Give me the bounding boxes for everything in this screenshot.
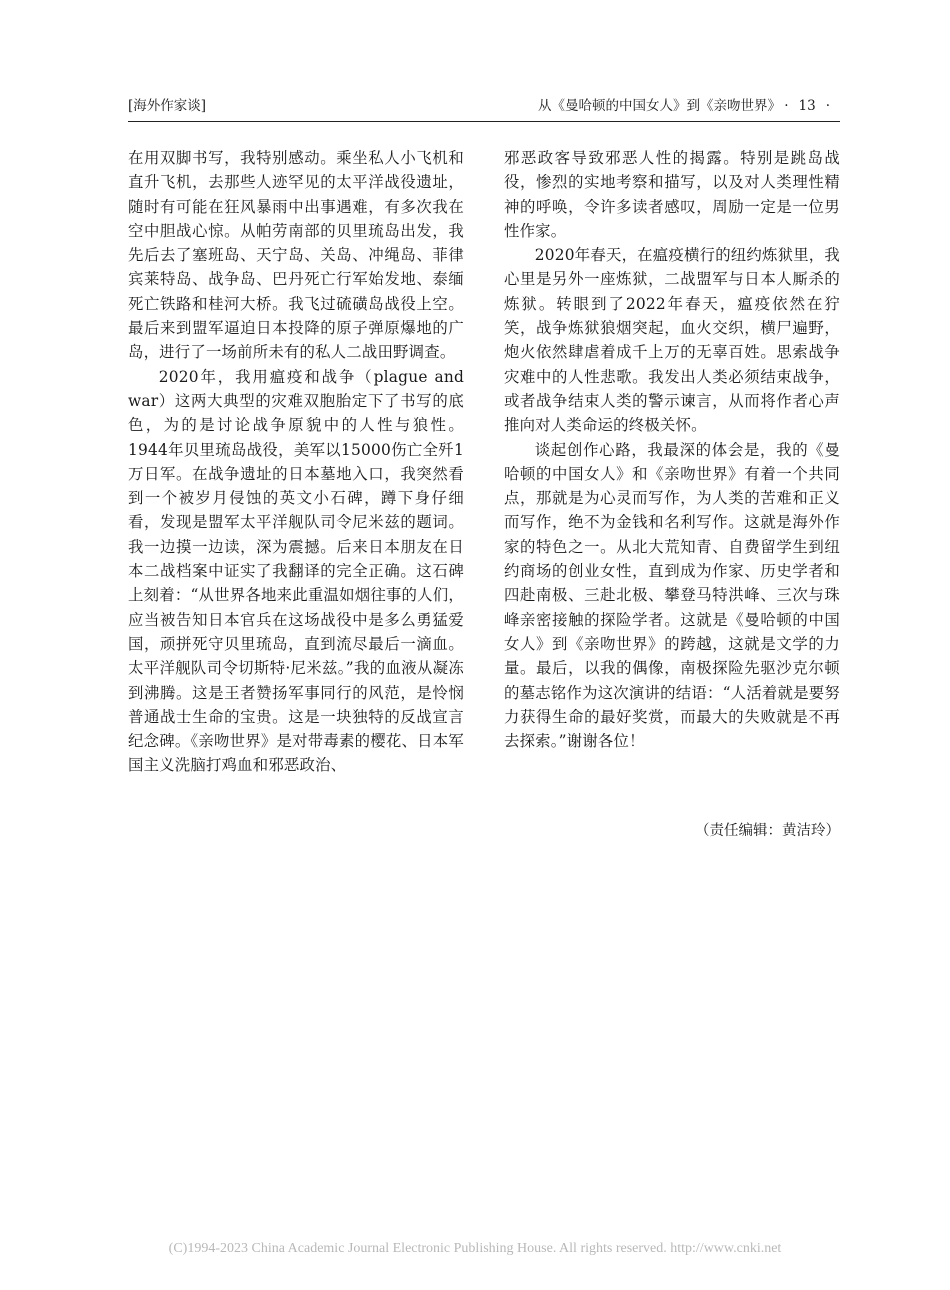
- header-separator-trailing: ·: [825, 98, 830, 114]
- left-column: [128, 146, 464, 778]
- section-label: [海外作家谈]: [128, 98, 207, 114]
- body-paragraph: 邪恶政客导致邪恶人性的揭露。特别是跳岛战役，惨烈的实地考察和描写，以及对人类理性精神的呼唤，令许多读者感叹，周励一定是一位男性作家。: [504, 149, 840, 240]
- body-paragraph: 在用双脚书写，我特别感动。乘坐私人小飞机和直升飞机，去那些人迹罕见的太平洋战役遗址，随时有可能在狂风暴雨中出事遇难，有多次我在空中胆战心惊。从帕劳南部的贝里琉岛出发，我先后去了塞班岛、天宁岛、关岛、冲绳岛、菲律宾莱特岛、战争岛、巴丹死亡行军始发地、泰缅死亡铁路和桂河大桥。我飞过硫磺岛战役上空。最后来到盟军逼迫日本投降的原子弹原爆地的广岛，进行了一场前所未有的私人二战田野调查。: [128, 149, 464, 362]
- body-paragraph: 2020年，我用瘟疫和战争（plague and war）这两大典型的灾难双胞胎定下了书写的底色，为的是讨论战争原貌中的人性与狼性。1944年贝里琉岛战役，美军以15000伤亡全歼1万日军。在战争遗址的日本墓地入口，我突然看到一个被岁月侵蚀的英文小石碑，蹲下身仔细看，发现是盟军太平洋舰队司令尼米兹的题词。我一边摸一边读，深为震撼。后来日本朋友在日本二战档案中证实了我翻译的完全正确。这石碑上刻着：“从世界各地来此重温如烟往事的人们，应当被告知日本官兵在这场战役中是多么勇猛爱国，顽拼死守贝里琉岛，直到流尽最后一滴血。太平洋舰队司令切斯特·尼米兹。”我的血液从凝冻到沸腾。这是王者赞扬军事同行的风范，是怜悯普通战士生命的宝贵。这是一块独特的反战宣言纪念碑。《亲吻世界》是对带毒素的樱花、日本军国主义洗脑打鸡血和邪恶政治、: [128, 367, 464, 775]
- body-paragraph: 谈起创作心路，我最深的体会是，我的《曼哈顿的中国女人》和《亲吻世界》有着一个共同点，那就是为心灵而写作，为人类的苦难和正义而写作，绝不为金钱和名利写作。这就是海外作家的特色之一。从北大荒知青、自费留学生到纽约商场的创业女性，直到成为作家、历史学者和四赴南极、三赴北极、攀登马特洪峰、三次与珠峰亲密接触的探险学者。这就是《曼哈顿的中国女人》到《亲吻世界》的跨越，这就是文学的力量。最后，以我的偶像，南极探险先驱沙克尔顿的墓志铭作为这次演讲的结语：“人活着就是要努力获得生命的最好奖赏，而最大的失败就是不再去探索。”谢谢各位！: [504, 440, 840, 751]
- right-column: [504, 146, 840, 753]
- page-number: 13: [798, 98, 816, 114]
- header-right: [538, 95, 840, 117]
- article-title: 从《曼哈顿的中国女人》到《亲吻世界》: [537, 98, 775, 114]
- editor-note: （责任编辑：黄洁玲）: [695, 823, 840, 839]
- header-separator: ·: [784, 98, 789, 114]
- running-header: [128, 95, 840, 122]
- body-paragraph: 2020年春天，在瘟疫横行的纽约炼狱里，我心里是另外一座炼狱，二战盟军与日本人厮杀的炼狱。转眼到了2022年春天，瘟疫依然在狞笑，战争炼狱狼烟突起，血火交织，横尸遍野，炮火依然肆虐着成千上万的无辜百姓。思索战争灾难中的人性悲歌。我发出人类必须结束战争，或者战争结束人类的警示谏言，从而将作者心声推向对人类命运的终极关怀。: [504, 246, 840, 435]
- copyright-footer: (C)1994-2023 China Academic Journal Electronic Publishing House. All rights reserved. http://www.cnki.net: [168, 1241, 782, 1256]
